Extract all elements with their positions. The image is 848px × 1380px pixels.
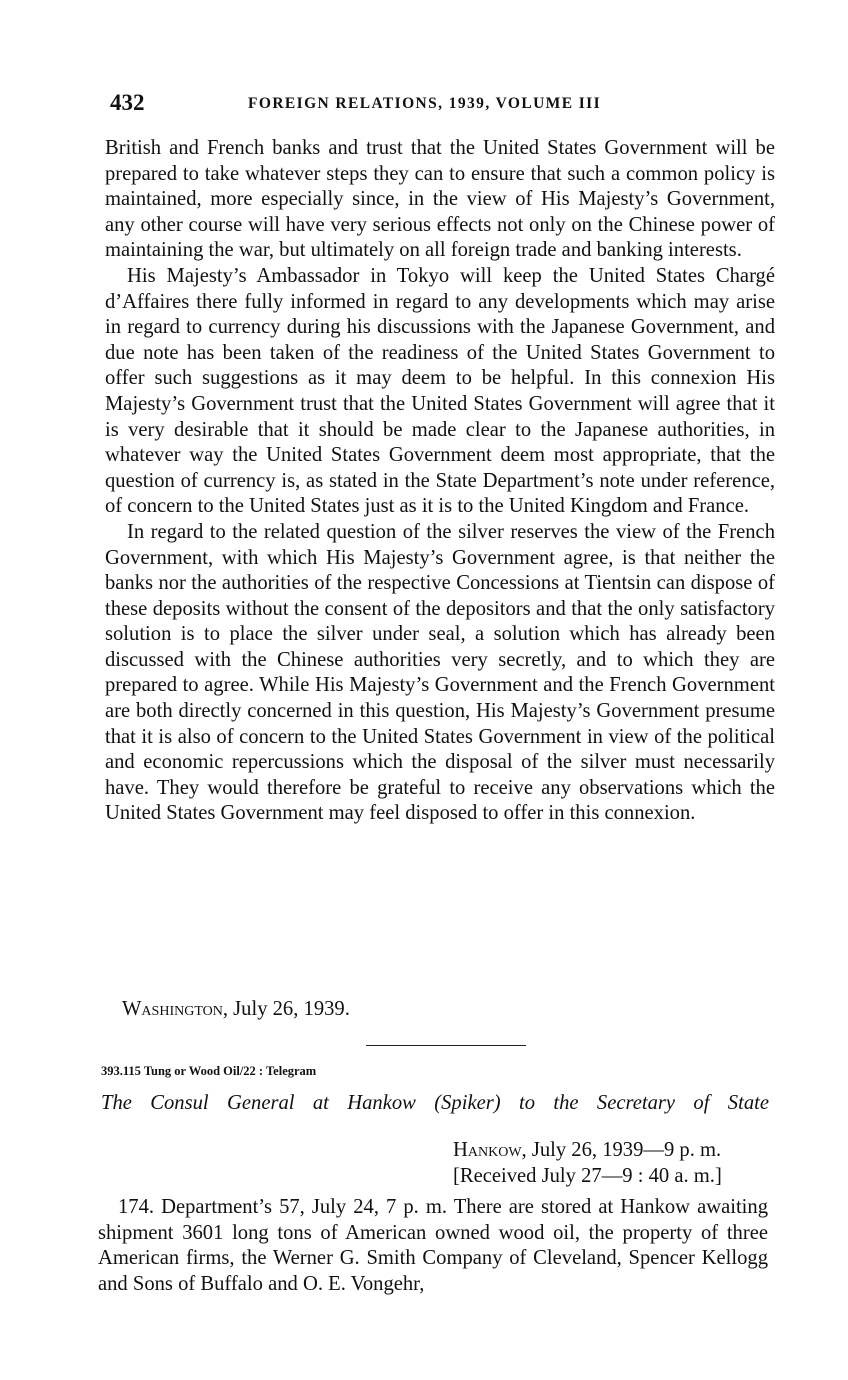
running-head xyxy=(110,90,780,120)
telegram-title: The Consul General at Hankow (Spiker) to the Secretary of State xyxy=(101,1092,769,1114)
running-title: FOREIGN RELATIONS, 1939, VOLUME III xyxy=(248,95,601,112)
letter-body xyxy=(105,136,775,827)
telegram-dateline xyxy=(453,1138,722,1189)
telegram-sent-time: , July 26, 1939—9 p. m. xyxy=(521,1139,722,1161)
section-divider xyxy=(366,1045,526,1046)
signoff-dateline xyxy=(122,998,350,1021)
telegram-place: Hankow xyxy=(453,1139,522,1161)
telegram-body xyxy=(98,1195,768,1297)
telegram-received: [Received July 27—9 : 40 a. m.] xyxy=(453,1164,722,1187)
telegram-paragraph: 174. Department’s 57, July 24, 7 p. m. There are stored at Hankow awaiting shipment 3601 long tons of American owned wood oil, the property of three American firms, the Werner G. Smith Company of Cleveland, Spencer Kellogg and Sons of Buffalo and O. E. Vongehr, xyxy=(98,1196,768,1295)
body-paragraph-3: In regard to the related question of the silver reserves the view of the French Government, with which His Majesty’s Government agree, is that neither the banks nor the authorities of the respective Concessions at Tientsin can dispose of these deposits without the consent of the depositors and that the only satisfactory solution is to place the silver under seal, a solution which has already been discussed with the Chinese authorities very secretly, and to which they are prepared to agree. While His Majesty’s Government and the French Government are both directly concerned in this question, His Majesty’s Government presume that it is also of concern to the United States Government in view of the political and economic repercussions which the disposal of the silver must necessarily have. They would therefore be grateful to receive any observations which the United States Government may feel disposed to offer in this connexion. xyxy=(105,520,775,825)
signoff-date: , July 26, 1939. xyxy=(222,998,350,1020)
signoff-place: Washington xyxy=(122,998,223,1020)
file-reference: 393.115 Tung or Wood Oil/22 : Telegram xyxy=(101,1064,317,1078)
body-paragraph-1: British and French banks and trust that the United States Government will be prepared to take whatever steps they can to ensure that such a common policy is maintained, more especially since, in the view of His Majesty’s Government, any other course will have very serious effects not only on the Chinese power of maintaining the war, but ultimately on all foreign trade and banking interests. xyxy=(105,137,775,262)
page-number: 432 xyxy=(110,90,145,115)
telegram-sent-line xyxy=(453,1138,722,1164)
body-paragraph-2: His Majesty’s Ambassador in Tokyo will keep the United States Chargé d’Affaires there fully informed in regard to any developments which may arise in regard to currency during his discussions with the Japanese Government, and due note has been taken of the readiness of the United States Government to offer such suggestions as it may deem to be helpful. In this connexion His Majesty’s Government trust that the United States Government will agree that it is very desirable that it should be made clear to the Japanese authorities, in whatever way the United States Government deem most appropriate, that the question of currency is, as stated in the State Department’s note under reference, of concern to the United States just as it is to the United Kingdom and France. xyxy=(105,264,775,518)
